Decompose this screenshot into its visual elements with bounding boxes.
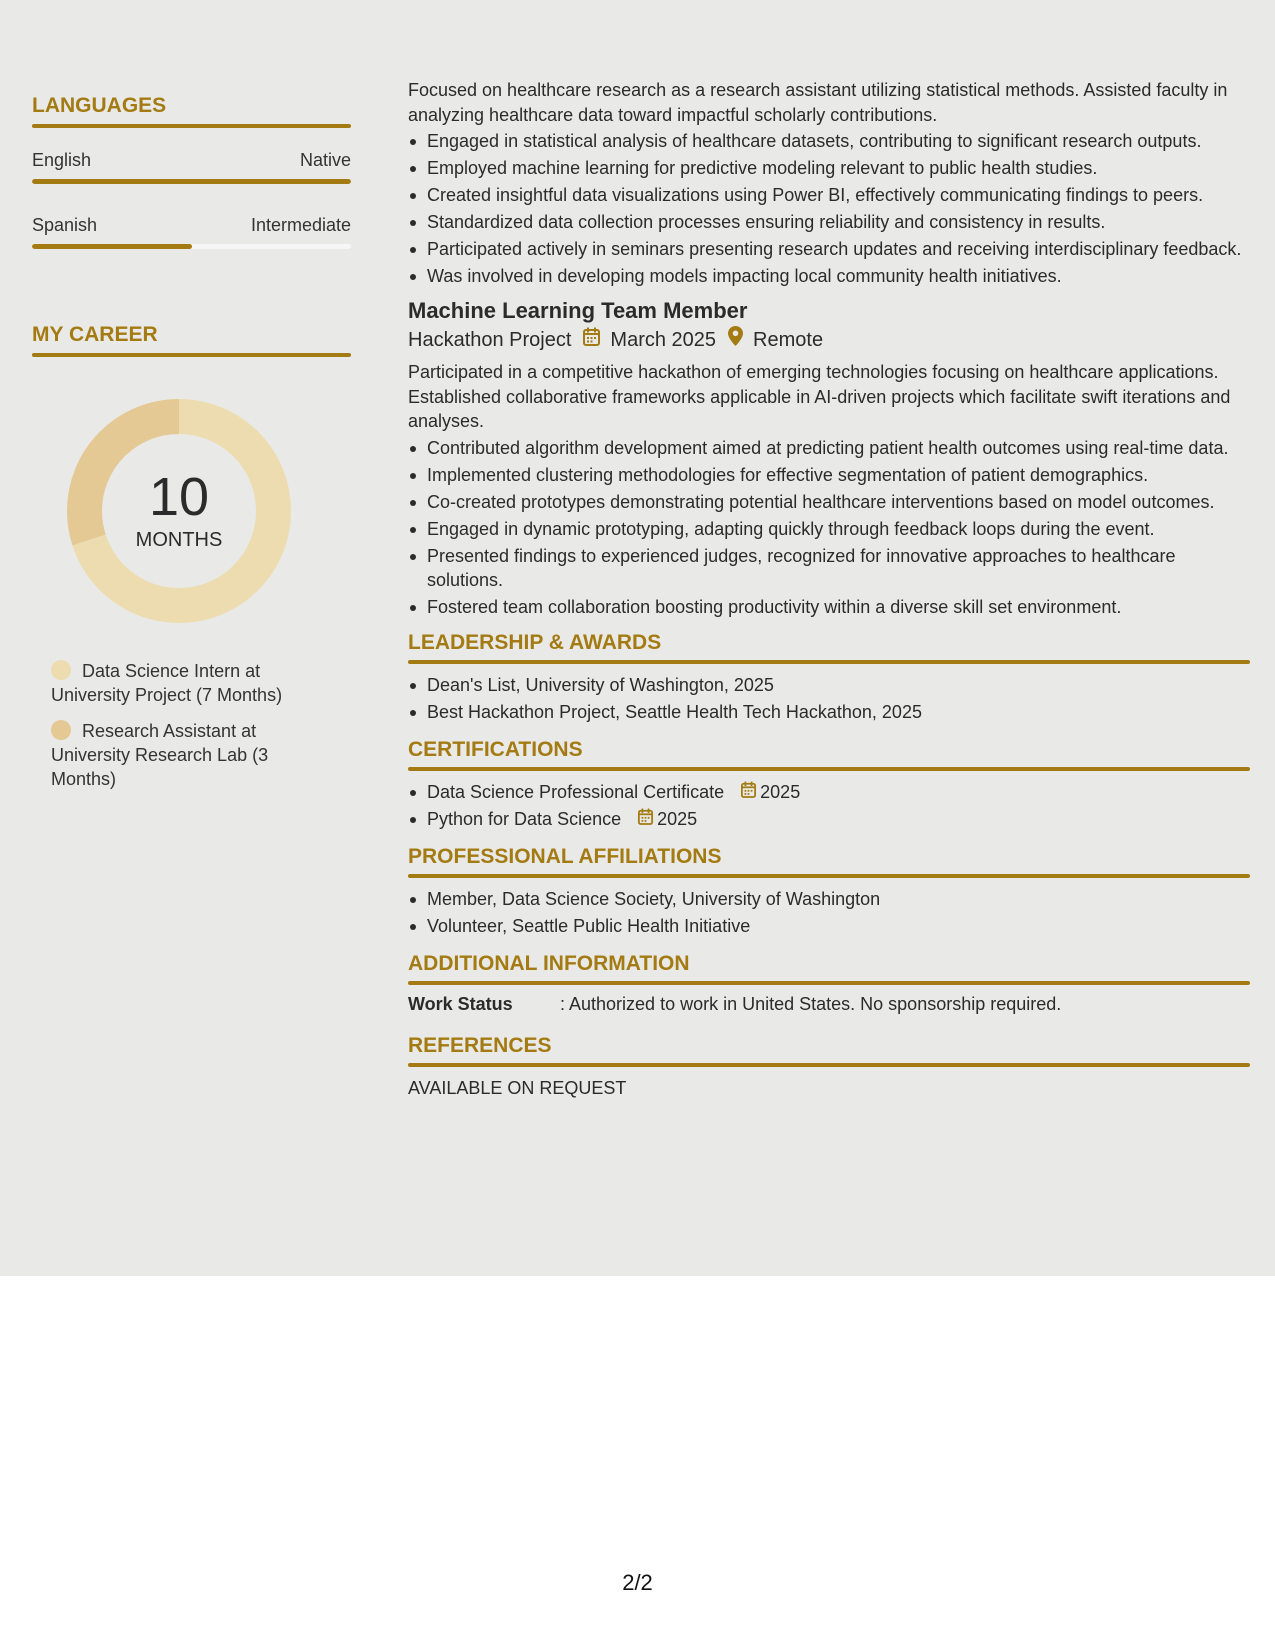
list-item: Presented findings to experienced judges, recognized for innovative approaches to healthcare solutions. [408,544,1250,592]
language-level: Intermediate [250,215,351,235]
list-item: Volunteer, Seattle Public Health Initiative [408,914,1250,938]
references-text: AVAILABLE ON REQUEST [408,1077,627,1098]
list-item [408,807,1250,831]
language-proficiency-fill [32,244,192,249]
legend-label: Research Assistant at University Research Lab (3 Months) [51,721,269,789]
certification-name: Data Science Professional Certificate [427,781,725,802]
career-legend [32,659,351,791]
list-item: Member, Data Science Society, University of Washington [408,887,1250,911]
list-item: Engaged in statistical analysis of healthcare datasets, contributing to significant research outputs. [408,129,1250,153]
work-status-label: Work Status [408,993,513,1014]
job-location: Remote [753,329,824,351]
list-item: Contributed algorithm development aimed at predicting patient health outcomes using real-time data. [408,436,1250,460]
list-item: Standardized data collection processes ensuring reliability and consistency in results. [408,210,1250,234]
career-total-number: 10 [148,467,210,527]
calendar-icon [741,780,760,804]
calendar-icon [638,807,657,831]
experience-section [408,78,1250,619]
leadership-section [408,629,1250,724]
list-item: Participated actively in seminars presenting research updates and receiving interdisciplinary feedback. [408,237,1250,261]
certifications-section [408,736,1250,831]
leadership-list [408,673,1250,724]
certification-name: Python for Data Science [427,808,622,829]
affiliations-heading: PROFESSIONAL AFFILIATIONS [408,844,722,868]
job-description: Focused on healthcare research as a research assistant utilizing statistical methods. Assisted faculty in analyzing healthcare data toward impactful scholarly contributions. [408,80,1228,125]
languages-heading: LANGUAGES [32,94,167,117]
sidebar [32,92,351,791]
additional-info-heading: ADDITIONAL INFORMATION [408,951,690,975]
section-divider [408,767,1250,771]
job-description: Participated in a competitive hackathon of emerging technologies focusing on healthcare applications. Established collaborative frameworks applicable in AI-driven projects which facilitate swift iterations and analyses. [408,362,1231,431]
language-proficiency-bar [32,244,351,249]
list-item: Was involved in developing models impacting local community health initiatives. [408,264,1250,288]
job-bullets [408,436,1250,619]
calendar-icon [583,326,600,354]
language-name: Spanish [32,215,98,235]
career-section [32,321,351,791]
section-divider [408,1063,1250,1067]
list-item: Created insightful data visualizations using Power BI, effectively communicating findings to peers. [408,183,1250,207]
language-level: Native [299,150,351,170]
list-item: Best Hackathon Project, Seattle Health Tech Hackathon, 2025 [408,700,1250,724]
languages-section [32,92,351,249]
section-divider [408,660,1250,664]
language-item [32,213,351,249]
job-organization: Hackathon Project [408,329,572,351]
list-item: Fostered team collaboration boosting productivity within a diverse skill set environment. [408,595,1250,619]
list-item: Employed machine learning for predictive modeling relevant to public health studies. [408,156,1250,180]
affiliations-section [408,843,1250,938]
section-divider [32,124,351,128]
job-meta [408,326,1250,354]
legend-label: Data Science Intern at University Project (7 Months) [51,661,283,705]
job-entry [408,296,1250,619]
section-divider [408,874,1250,878]
legend-item [51,719,311,791]
legend-color-dot [51,720,71,740]
section-divider [408,981,1250,985]
references-section [408,1032,1250,1100]
list-item [408,780,1250,804]
language-name: English [32,150,92,170]
job-date: March 2025 [610,329,717,351]
references-heading: REFERENCES [408,1033,552,1057]
page-number: 2/2 [622,1570,653,1595]
language-item [32,148,351,184]
language-proficiency-fill [32,179,351,184]
additional-info-section [408,950,1250,1016]
legend-item [51,659,311,707]
list-item: Engaged in dynamic prototyping, adapting quickly through feedback loops during the event. [408,517,1250,541]
certifications-heading: CERTIFICATIONS [408,737,583,761]
certification-year: 2025 [657,808,698,829]
job-bullets [408,129,1250,288]
certifications-list [408,780,1250,831]
career-total-unit: MONTHS [135,529,223,551]
list-item: Co-created prototypes demonstrating potential healthcare interventions based on model outcomes. [408,490,1250,514]
career-donut-chart [67,399,291,623]
list-item: Implemented clustering methodologies for effective segmentation of patient demographics. [408,463,1250,487]
list-item: Dean's List, University of Washington, 2025 [408,673,1250,697]
work-status-value: : Authorized to work in United States. No sponsorship required. [560,993,1062,1014]
affiliations-list [408,887,1250,938]
career-heading: MY CAREER [32,323,158,346]
map-pin-icon [728,326,743,354]
section-divider [32,353,351,357]
main-content [408,78,1250,1100]
job-title: Machine Learning Team Member [408,298,748,323]
certification-year: 2025 [760,781,801,802]
leadership-heading: LEADERSHIP & AWARDS [408,630,662,654]
work-status-row [408,992,1250,1016]
language-proficiency-bar [32,179,351,184]
legend-color-dot [51,660,71,680]
